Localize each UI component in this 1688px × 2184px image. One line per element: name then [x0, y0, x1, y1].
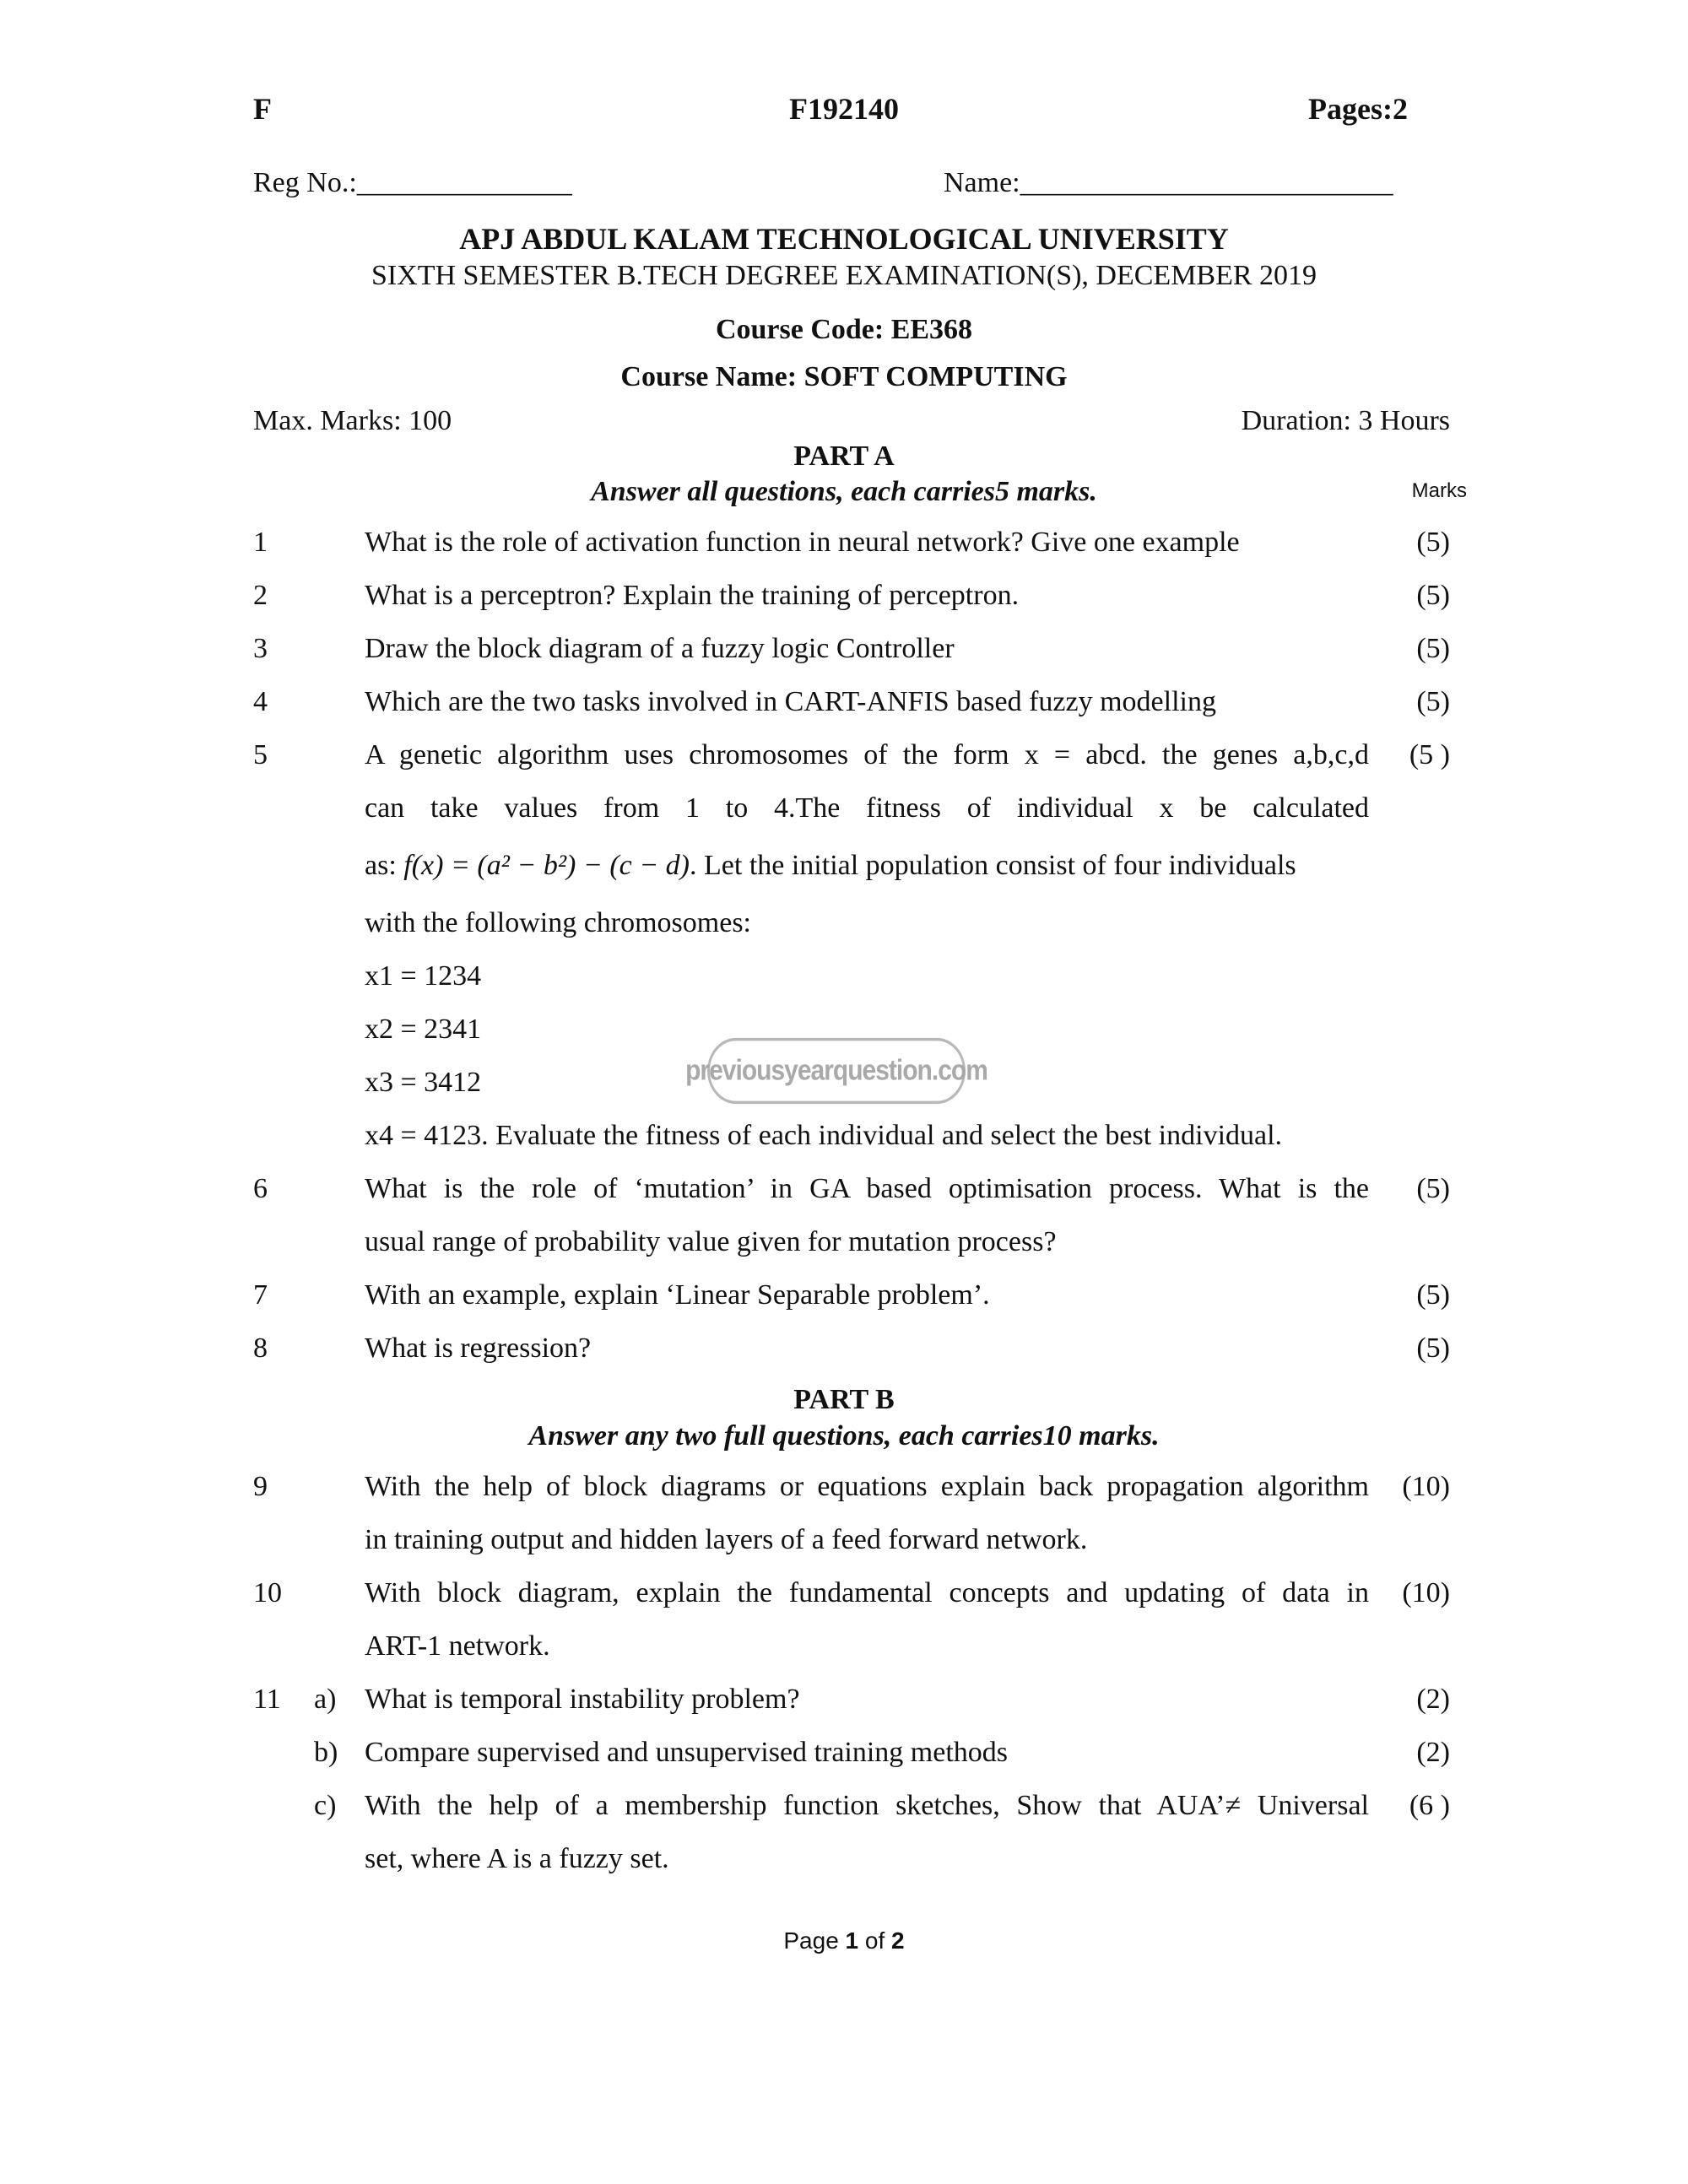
- question-marks: (5): [1416, 1333, 1450, 1364]
- question-marks: (2): [1416, 1737, 1450, 1768]
- paper-series-letter: F: [253, 92, 272, 126]
- question-text-line-1: A genetic algorithm uses chromosomes of the form x = abcd. the genes a,b,c,d: [365, 739, 1369, 770]
- marks-column-heading: Marks: [1411, 479, 1467, 502]
- question-text: What is regression?: [365, 1333, 592, 1364]
- question-number: 10: [253, 1577, 282, 1608]
- question-marks: (6 ): [1409, 1790, 1450, 1821]
- question-marks: (10): [1402, 1577, 1450, 1608]
- question-text: What is a perceptron? Explain the training of perceptron.: [365, 580, 1020, 611]
- course-code: Course Code: EE368: [715, 314, 973, 345]
- question-text: What is the role of activation function in neural network? Give one example: [365, 527, 1240, 558]
- chromosome-x2: x2 = 2341: [365, 1014, 482, 1045]
- question-text-line-1: With the help of a membership function sketches, Show that AUA’≠ Universal: [365, 1790, 1369, 1821]
- subquestion-label: c): [314, 1790, 337, 1821]
- question-number: 2: [253, 580, 268, 611]
- question-number: 3: [253, 633, 268, 664]
- question-text: With an example, explain ‘Linear Separable problem’.: [365, 1279, 990, 1311]
- chromosome-x4: x4 = 4123. Evaluate the fitness of each individual and select the best individual.: [365, 1120, 1283, 1151]
- question-marks: (5): [1416, 1279, 1450, 1311]
- question-marks: (5): [1416, 1173, 1450, 1204]
- question-text-line-3: [365, 850, 1296, 882]
- question-marks: (10): [1402, 1471, 1450, 1502]
- chromosome-x3: x3 = 3412: [365, 1067, 482, 1098]
- question-text-line-2: in training output and hidden layers of a feed forward network.: [365, 1524, 1088, 1555]
- question-text: Draw the block diagram of a fuzzy logic Controller: [365, 633, 955, 664]
- question-text-line-4: with the following chromosomes:: [365, 907, 752, 938]
- question-number: 1: [253, 527, 268, 558]
- question-text: Compare supervised and unsupervised training methods: [365, 1737, 1009, 1768]
- max-marks: Max. Marks: 100: [253, 405, 452, 436]
- question-text: What is temporal instability problem?: [365, 1684, 800, 1715]
- question-number: 7: [253, 1279, 268, 1311]
- footer-middle: of: [858, 1927, 892, 1954]
- question-number: 11: [253, 1684, 281, 1715]
- formula-suffix: . Let the initial population consist of four individuals: [690, 850, 1296, 881]
- part-a-title: PART A: [793, 441, 895, 472]
- page-count: Pages:2: [1308, 92, 1408, 126]
- watermark-logo: previousyearquestion.com: [707, 1038, 966, 1104]
- paper-code: F192140: [789, 92, 899, 126]
- subquestion-label: a): [314, 1684, 337, 1715]
- question-text-line-1: With block diagram, explain the fundamental concepts and updating of data in: [365, 1577, 1369, 1608]
- question-text-line-1: With the help of block diagrams or equations explain back propagation algorithm: [365, 1471, 1369, 1502]
- question-text-line-2: can take values from 1 to 4.The fitness of individual x be calculated: [365, 792, 1369, 824]
- question-text-line-2: ART-1 network.: [365, 1630, 550, 1662]
- question-marks: (2): [1416, 1684, 1450, 1715]
- footer-prefix: Page: [783, 1927, 846, 1954]
- question-text: Which are the two tasks involved in CART-ANFIS based fuzzy modelling: [365, 686, 1216, 717]
- question-marks: (5 ): [1409, 739, 1450, 770]
- question-text-line-1: What is the role of ‘mutation’ in GA based optimisation process. What is the: [365, 1173, 1369, 1204]
- exam-title: SIXTH SEMESTER B.TECH DEGREE EXAMINATION(S), DECEMBER 2019: [371, 260, 1317, 291]
- question-marks: (5): [1416, 580, 1450, 611]
- question-text-line-2: set, where A is a fuzzy set.: [365, 1843, 669, 1874]
- question-number: 8: [253, 1333, 268, 1364]
- university-title: APJ ABDUL KALAM TECHNOLOGICAL UNIVERSITY: [459, 222, 1229, 256]
- question-marks: (5): [1416, 633, 1450, 664]
- fitness-formula: f(x) = (a² − b²) − (c − d): [403, 850, 690, 881]
- subquestion-label: b): [314, 1737, 338, 1768]
- question-number: 6: [253, 1173, 268, 1204]
- formula-prefix: as:: [365, 850, 397, 881]
- part-b-title: PART B: [793, 1384, 895, 1415]
- reg-no-field: Reg No.:_______________: [253, 167, 572, 198]
- page-footer: [0, 1927, 1688, 1954]
- question-number: 9: [253, 1471, 268, 1502]
- duration: Duration: 3 Hours: [1241, 405, 1450, 436]
- question-number: 4: [253, 686, 268, 717]
- chromosome-x1: x1 = 1234: [365, 960, 482, 992]
- footer-total-pages: 2: [891, 1927, 905, 1954]
- name-field: Name:__________________________: [944, 167, 1393, 198]
- footer-current-page: 1: [845, 1927, 859, 1954]
- question-number: 5: [253, 739, 268, 770]
- question-marks: (5): [1416, 527, 1450, 558]
- question-text-line-2: usual range of probability value given for mutation process?: [365, 1226, 1057, 1257]
- part-b-instruction: Answer any two full questions, each carries10 marks.: [528, 1420, 1160, 1451]
- question-marks: (5): [1416, 686, 1450, 717]
- course-name: Course Name: SOFT COMPUTING: [620, 361, 1068, 392]
- part-a-instruction: Answer all questions, each carries5 marks.: [591, 476, 1097, 507]
